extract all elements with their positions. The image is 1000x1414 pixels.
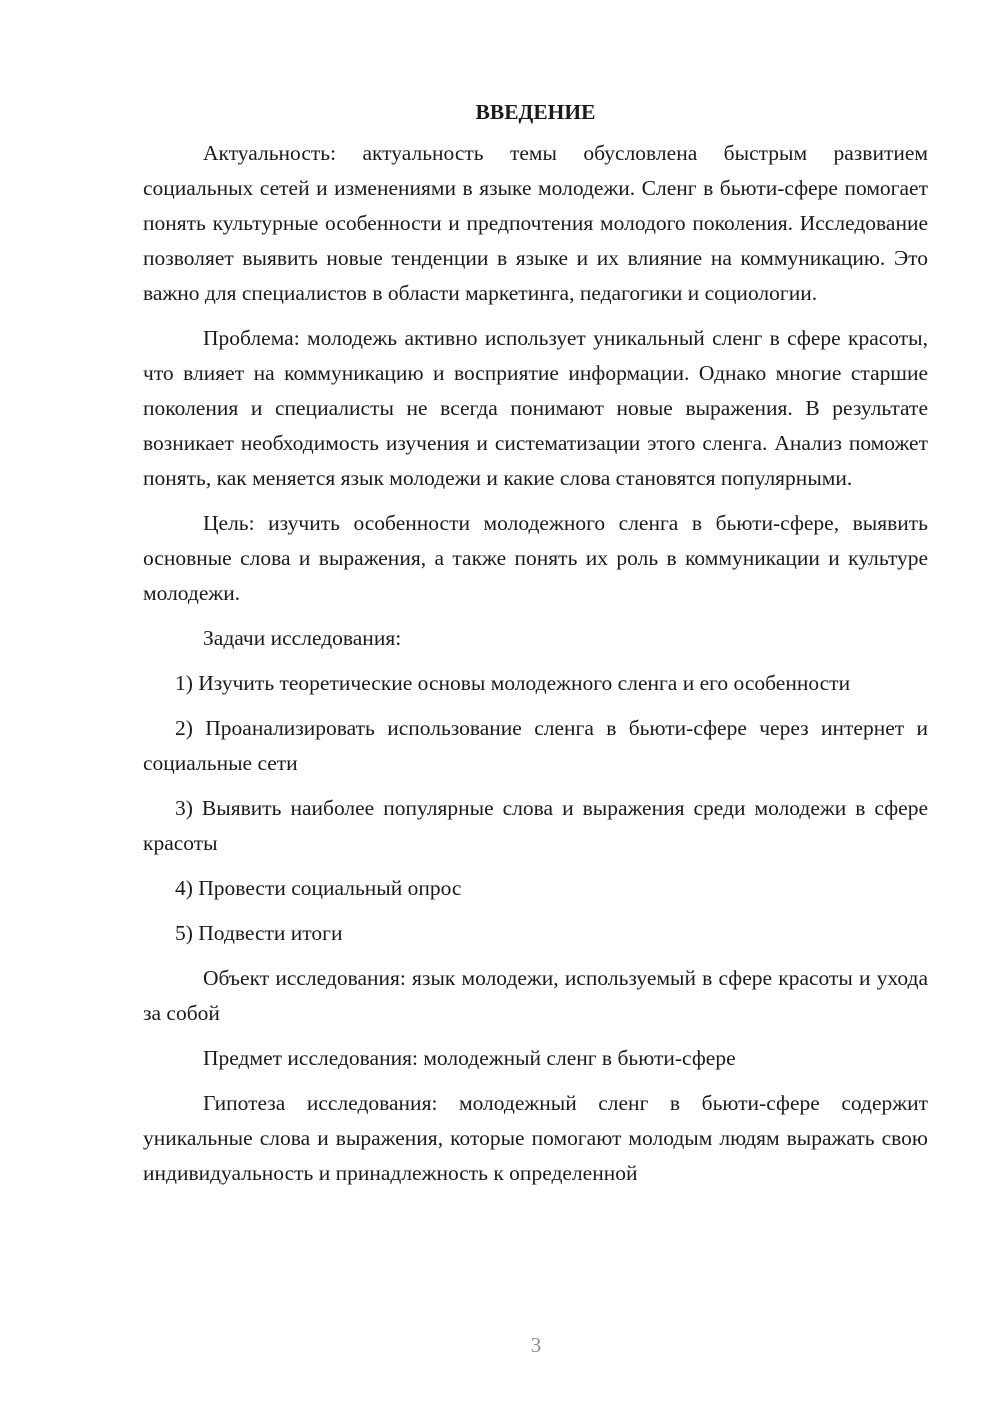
task-item-3: 3) Выявить наиболее популярные слова и выражения среди молодежи в сфере красоты — [143, 796, 928, 855]
task-item-1: 1) Изучить теоретические основы молодежного сленга и его особенности — [175, 671, 851, 695]
paragraph-relevance: Актуальность: актуальность темы обусловлена быстрым развитием социальных сетей и изменениями в языке молодежи. Сленг в бьюти-сфере помогает понять культурные особенности и предпочтения молодого поколения. Исследование позволяет выявить новые тенденции в языке и их влияние на коммуникацию. Это важно для специалистов в области маркетинга, педагогики и социологии. — [143, 141, 928, 305]
task-item-4: 4) Провести социальный опрос — [175, 876, 462, 900]
section-title: ВВЕДЕНИЕ — [475, 100, 596, 124]
paragraph-goal: Цель: изучить особенности молодежного сленга в бьюти-сфере, выявить основные слова и выражения, а также понять их роль в коммуникации и культуре молодежи. — [143, 511, 928, 605]
paragraph-problem: Проблема: молодежь активно использует уникальный сленг в сфере красоты, что влияет на коммуникацию и восприятие информации. Однако многие старшие поколения и специалисты не всегда понимают новые выражения. В результате возникает необходимость изучения и систематизации этого сленга. Анализ поможет понять, как меняется язык молодежи и какие слова становятся популярными. — [143, 326, 928, 490]
paragraph-hypothesis: Гипотеза исследования: молодежный сленг в бьюти-сфере содержит уникальные слова и выражения, которые помогают молодым людям выражать свою индивидуальность и принадлежность к определенной — [143, 1091, 928, 1185]
paragraph-object: Объект исследования: язык молодежи, используемый в сфере красоты и ухода за собой — [143, 966, 928, 1025]
task-item-2: 2) Проанализировать использование сленга в бьюти-сфере через интернет и социальные сети — [143, 716, 928, 775]
paragraph-tasks-heading: Задачи исследования: — [203, 626, 402, 650]
task-item-5: 5) Подвести итоги — [175, 921, 343, 945]
page-number: 3 — [530, 1333, 542, 1357]
paragraph-subject: Предмет исследования: молодежный сленг в бьюти-сфере — [203, 1046, 736, 1070]
page-content — [143, 95, 928, 1191]
